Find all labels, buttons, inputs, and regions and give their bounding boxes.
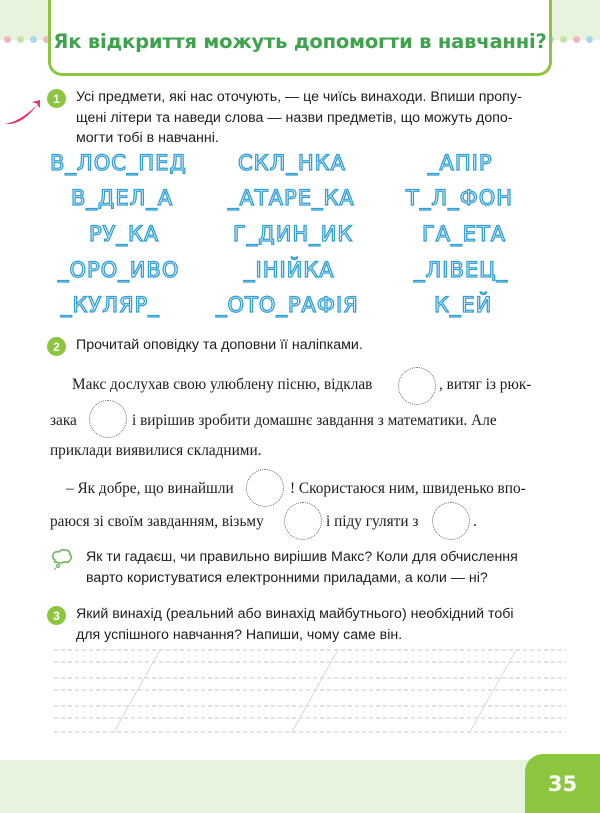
task-3-line: для успішного навчання? Напиши, чому саме він.: [76, 626, 403, 643]
dotted-word[interactable]: РУ_КА: [89, 222, 160, 246]
discussion-question: [86, 547, 518, 588]
sticker-slot[interactable]: [89, 400, 127, 438]
question-line: варто користуватися електронними приладами, а коли — ні?: [86, 569, 488, 586]
story-text: – Як добре, що винайшли: [66, 480, 234, 497]
story-text: зака: [50, 412, 77, 429]
sticker-slot[interactable]: [432, 502, 470, 540]
handwriting-lines[interactable]: [54, 648, 566, 734]
dotted-word[interactable]: _ОТО_РАФІЯ: [216, 293, 359, 317]
dotted-word[interactable]: _ІНІЙКА: [244, 258, 335, 282]
story-text: .: [473, 513, 477, 530]
task-1-line: Усі предмети, які нас оточують, — це чиїсь винаходи. Впиши пропу-: [76, 89, 522, 105]
story-text: і вирішив зробити домашнє завдання з математики. Але: [132, 412, 497, 429]
sticker-slot[interactable]: [284, 502, 322, 540]
story-text: , витяг із рюк-: [439, 376, 532, 393]
right-dots-decoration: [547, 36, 600, 44]
task-3-text: [76, 604, 514, 645]
story-text: Макс дослухав свою улюблену пісню, відклав: [72, 376, 373, 393]
task-1-line: щені літери та наведи слова — назви предметів, що можуть допо-: [76, 109, 513, 126]
question-line: Як ти гадаєш, чи правильно вирішив Макс? Коли для обчислення: [86, 549, 518, 565]
dotted-word[interactable]: _КУЛЯР_: [61, 293, 160, 317]
dotted-word[interactable]: _АТАРЕ_КА: [228, 186, 355, 210]
dotted-word[interactable]: _АПІР: [428, 151, 493, 175]
dotted-word[interactable]: ГА_ЕТА: [422, 222, 507, 246]
dotted-word[interactable]: СКЛ_НКА: [238, 151, 346, 175]
dotted-word[interactable]: _ОРО_ИВО: [58, 258, 180, 282]
page-number: 35: [547, 771, 578, 796]
task-3-line: Який винахід (реальний або винахід майбутнього) необхідний тобі: [76, 606, 514, 622]
sticker-slot[interactable]: [246, 469, 284, 507]
page-number-tab: [525, 754, 600, 813]
task-3-number: 3: [47, 606, 66, 625]
dotted-word[interactable]: _ЛІВЕЦ_: [414, 258, 508, 282]
story-text: приклади виявилися складними.: [50, 442, 262, 459]
title-box: [48, 0, 552, 76]
task-1-line: могти тобі в навчанні.: [76, 130, 219, 146]
sticker-slot[interactable]: [398, 367, 436, 405]
dotted-word[interactable]: Г_ДИН_ИК: [233, 222, 354, 246]
dotted-word[interactable]: Т_Л_ФОН: [406, 186, 514, 210]
task-2-instruction: Прочитай оповідку та доповни її наліпками.: [76, 337, 363, 353]
story-text: і піду гуляти з: [326, 513, 419, 530]
story-text: раюся зі своїм завданням, візьму: [50, 513, 264, 530]
dotted-word[interactable]: В_ЛОС_ПЕД: [50, 151, 187, 175]
pointer-arrow-icon: [2, 100, 42, 130]
dotted-word[interactable]: В_ДЕЛ_А: [71, 186, 174, 210]
dotted-word[interactable]: К_ЕЙ: [434, 293, 493, 317]
thought-cloud-icon: [50, 548, 74, 570]
task-1-text: [76, 87, 522, 149]
task-1-number: 1: [47, 89, 66, 108]
story-text: ! Скористаюся ним, швиденько впо-: [290, 480, 526, 497]
task-2-number: 2: [47, 337, 66, 356]
bottom-decorative-band: [0, 760, 600, 813]
page-title: Як відкриття можуть допомогти в навчанні?: [53, 30, 547, 53]
